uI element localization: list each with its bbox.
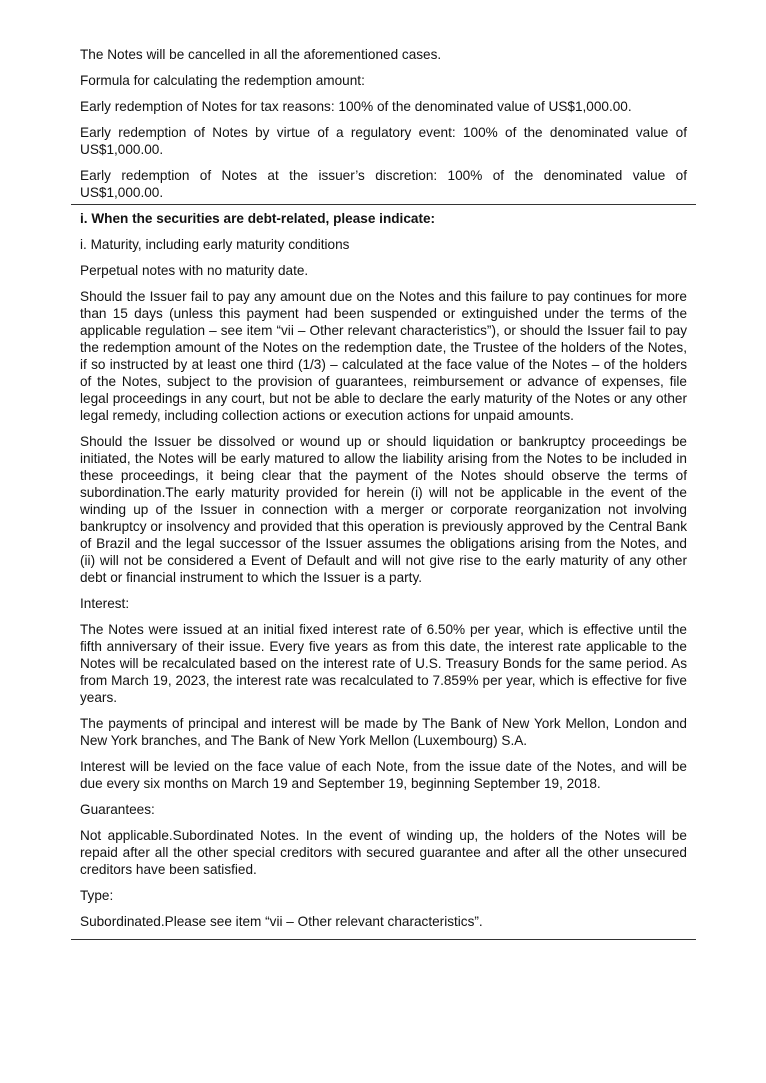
interest-schedule-paragraph: Interest will be levied on the face value of each Note, from the issue date of the Notes, and will be due every six months on March 19 and September 19, beginning September 19, 2018. <box>80 759 687 791</box>
tax-redemption-paragraph: Early redemption of Notes for tax reasons: 100% of the denominated value of US$1,000.00. <box>80 99 632 114</box>
guarantees-label: Guarantees: <box>80 802 155 817</box>
maturity-label: i. Maturity, including early maturity conditions <box>80 237 350 252</box>
default-paragraph: Should the Issuer fail to pay any amount due on the Notes and this failure to pay continues for more than 15 days (unless this payment had been suspended or extinguished under the terms of the applicable regulation – see item “vii – Other relevant characteristics”), or should the Issuer fail to pay the redemption amount of the Notes on the redemption date, the Trustee of the holders of the Notes, if so instructed by at least one third (1/3) – calculated at the face value of the Notes – of the holders of the Notes, subject to the provision of guarantees, reimbursement or advance of expenses, file legal proceedings in any court, but not be able to declare the early maturity of the Notes or any other legal remedy, including collection actions or execution actions for unpaid amounts. <box>80 289 687 423</box>
debt-section <box>80 210 687 930</box>
regulatory-redemption-paragraph: Early redemption of Notes by virtue of a regulatory event: 100% of the denominated value of US$1,000.00. <box>80 125 687 157</box>
type-label: Type: <box>80 888 114 903</box>
bottom-divider <box>71 939 696 940</box>
discretion-redemption-paragraph: Early redemption of Notes at the issuer’s discretion: 100% of the denominated value of US$1,000.00. <box>80 168 687 200</box>
maturity-paragraph: Perpetual notes with no maturity date. <box>80 263 309 278</box>
type-paragraph: Subordinated.Please see item “vii – Other relevant characteristics”. <box>80 914 483 929</box>
interest-rate-paragraph: The Notes were issued at an initial fixed interest rate of 6.50% per year, which is effective until the fifth anniversary of their issue. Every five years as from this date, the interest rate applicable to the Notes will be recalculated based on the interest rate of U.S. Treasury Bonds for the same period. As from March 19, 2023, the interest rate was recalculated to 7.859% per year, which is effective for five years. <box>80 622 687 705</box>
document-page <box>80 46 687 945</box>
dissolution-paragraph: Should the Issuer be dissolved or wound up or should liquidation or bankruptcy proceedings be initiated, the Notes will be early matured to allow the liability arising from the Notes to be included in these proceedings, it being clear that the payment of the Notes should observe the terms of subordination.The early maturity provided for herein (i) will not be applicable in the event of the winding up of the Issuer in connection with a merger or corporate reorganization not involving bankruptcy or insolvency and provided that this operation is previously approved by the Central Bank of Brazil and the legal successor of the Issuer assumes the obligations arising from the Notes, and (ii) will not be considered a Event of Default and will not give rise to the early maturity of any other debt or financial instrument to which the Issuer is a party. <box>80 434 687 585</box>
guarantees-paragraph: Not applicable.Subordinated Notes. In the event of winding up, the holders of the Notes will be repaid after all the other special creditors with secured guarantee and after all the other unsecured creditors have been satisfied. <box>80 828 687 877</box>
redemption-section <box>80 46 687 201</box>
cancellation-paragraph: The Notes will be cancelled in all the aforementioned cases. <box>80 47 442 62</box>
interest-label: Interest: <box>80 596 130 611</box>
debt-section-heading: i. When the securities are debt-related, please indicate: <box>80 211 436 226</box>
payment-agents-paragraph: The payments of principal and interest will be made by The Bank of New York Mellon, London and New York branches, and The Bank of New York Mellon (Luxembourg) S.A. <box>80 716 687 748</box>
formula-label: Formula for calculating the redemption amount: <box>80 73 365 88</box>
section-divider <box>71 204 696 205</box>
